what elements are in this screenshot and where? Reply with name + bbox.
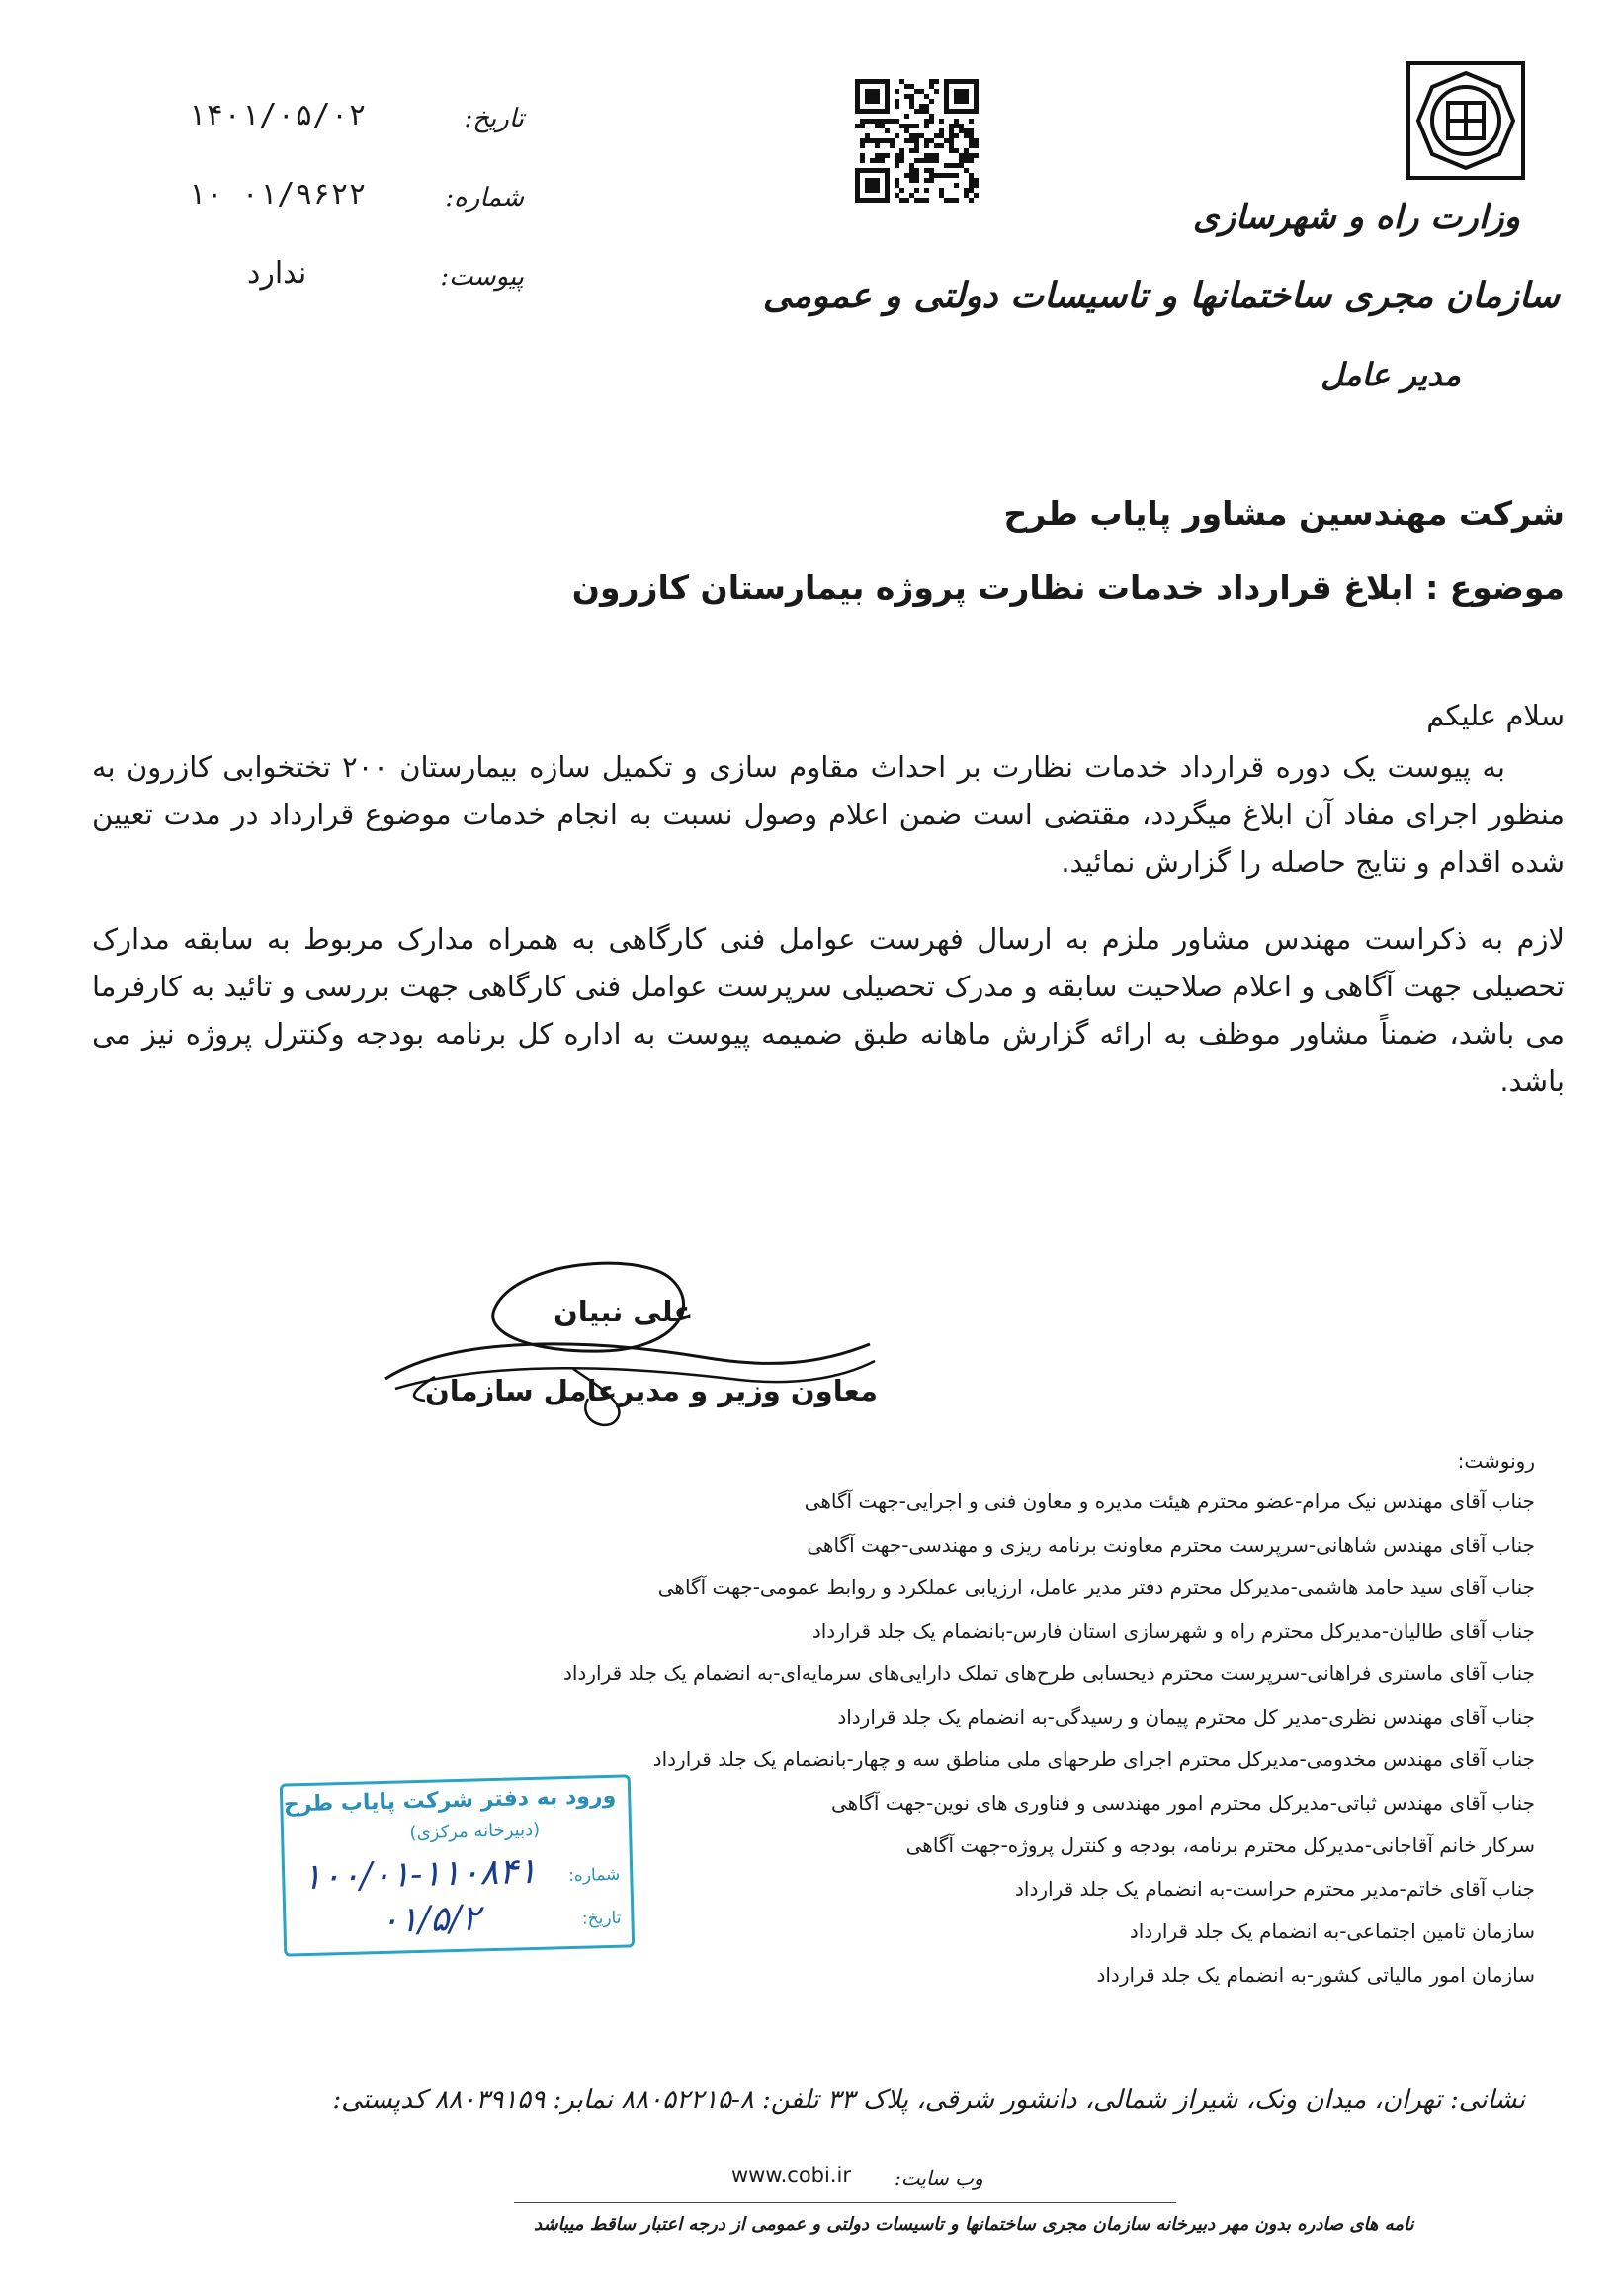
number-row: [148, 173, 524, 252]
office-name: مدیر عامل: [1321, 356, 1461, 393]
letterhead: [762, 198, 1560, 393]
signatory-name: علی نبیان: [554, 1295, 694, 1328]
received-stamp: [280, 1774, 635, 1956]
cc-item: سرکار خانم آقاجانی-مدیرکل محترم برنامه، بودجه و کنترل پروژه-جهت آگاهی: [905, 1833, 1535, 1857]
attachment-row: [148, 252, 524, 331]
greeting: سلام علیکم: [1426, 699, 1565, 732]
cc-item: جناب آقای سید حامد هاشمی-مدیرکل محترم دفتر مدیر عامل، ارزیابی عملکرد و روابط عمومی-جهت آگاهی: [657, 1575, 1535, 1599]
subject: موضوع : ابلاغ قرارداد خدمات نظارت پروژه بیمارستان کازرون: [571, 568, 1565, 607]
stamp-title: ورود به دفتر شرکت پایاب طرح: [283, 1783, 617, 1818]
body-paragraph-1: به پیوست یک دوره قرارداد خدمات نظارت بر احداث مقاوم سازی و تکمیل سازه بیمارستان ۲۰۰ تختخوابی کازرون به منظور اجرای مفاد آن ابلاغ میگردد، مقتضی است ضمن اعلام وصول نسبت به انجام خدمات موضوع قرارداد در مدت تعیین شده اقدام و نتایج حاصله را گزارش نمائید.: [92, 750, 1565, 879]
stamp-date-label: تاریخ:: [581, 1908, 622, 1929]
signatory-title: معاون وزیر و مدیرعامل سازمان: [425, 1374, 878, 1407]
cc-item: جناب آقای مهندس نیک مرام-عضو محترم هیئت مدیره و معاون فنی و اجرایی-جهت آگاهی: [804, 1489, 1535, 1513]
cc-item: جناب آقای مهندس مخدومی-مدیرکل محترم اجرای طرحهای ملی مناطق سه و چهار-بانضمام یک جلد قرارداد: [652, 1747, 1535, 1771]
letter-meta: [148, 94, 524, 331]
cc-item: جناب آقای مهندس نظری-مدیر کل محترم پیمان و رسیدگی-به انضمام یک جلد قرارداد: [837, 1704, 1535, 1729]
footer-address: نشانی: تهران، میدان ونک، شیراز شمالی، دانشور شرقی، پلاک ۳۳ تلفن: ۸-۸۸۰۵۲۲۱۵ نمابر: ۸۸۰۳۹۱۵۹ کدپستی:: [332, 2085, 1525, 2115]
stamp-number-label: شماره:: [567, 1864, 621, 1887]
letter-body: [92, 692, 1565, 1105]
ministry-name: وزارت راه و شهرسازی: [1192, 198, 1520, 237]
body-paragraph-2: لازم به ذکراست مهندس مشاور ملزم به ارسال فهرست عوامل فنی کارگاهی به همراه مدارک مربوط به سابقه مدارک تحصیلی جهت آگاهی و اعلام صلاحیت سابقه و مدرک تحصیلی سرپرست عوامل فنی کارگاهی جهت بررسی و تائید به کارفرما می باشد، ضمناً مشاور موظف به ارائه گزارش ماهانه طبق ضمیمه پیوست به اداره کل برنامه بودجه وکنترل پروژه نیز می باشد.: [92, 922, 1565, 1098]
cc-item: سازمان تامین اجتماعی-به انضمام یک جلد قرارداد: [1129, 1919, 1535, 1943]
cc-label: رونوشت:: [1457, 1449, 1535, 1473]
stamp-subtitle: (دبیرخانه مرکزی): [409, 1819, 541, 1844]
date-row: [148, 94, 524, 173]
stamp-date-value: ۰۱/۵/۲: [379, 1898, 481, 1942]
stamp-number-value: ۱۰۰/۰۱-۱۱۰۸۴۱: [301, 1850, 538, 1899]
recipient: شرکت مهندسین مشاور پایاب طرح: [1003, 494, 1565, 533]
cc-item: جناب آقای مهندس شاهانی-سرپرست محترم معاونت برنامه ریزی و مهندسی-جهت آگاهی: [807, 1532, 1535, 1557]
cc-item: جناب آقای طالیان-مدیرکل محترم راه و شهرسازی استان فارس-بانضمام یک جلد قرارداد: [811, 1618, 1535, 1643]
cc-item: جناب آقای خاتم-مدیر محترم حراست-به انضمام یک جلد قرارداد: [1015, 1876, 1535, 1901]
number-value: ۱۰ ۰۱/۹۶۲۲: [188, 177, 367, 212]
website-label: وب سایت:: [895, 2167, 983, 2190]
footer-divider: [514, 2202, 1176, 2203]
qr-code-icon: [855, 79, 979, 203]
cc-item: جناب آقای مهندس ثباتی-مدیرکل محترم امور مهندسی و فناوری های نوین-جهت آگاهی: [831, 1790, 1535, 1815]
organization-logo-icon: [1406, 61, 1525, 180]
attachment-value: ندارد: [247, 256, 307, 291]
organization-name: سازمان مجری ساختمانها و تاسیسات دولتی و عمومی: [762, 275, 1560, 316]
footer-note: نامه های صادره بدون مهر دبیرخانه سازمان مجری ساختمانها و تاسیسات دولتی و عمومی از درجه اعتبار ساقط میباشد: [534, 2214, 1414, 2235]
date-value: ۱۴۰۱/۰۵/۰۲: [188, 98, 367, 132]
date-label: تاریخ:: [464, 104, 524, 133]
attachment-label: پیوست:: [440, 262, 524, 292]
cc-item: جناب آقای ماستری فراهانی-سرپرست محترم ذیحسابی طرح‌های تملک دارایی‌های سرمایه‌ای-به انضمام یک جلد قرارداد: [562, 1661, 1535, 1685]
website-link[interactable]: www.cobi.ir: [731, 2164, 851, 2187]
number-label: شماره:: [445, 183, 524, 213]
cc-item: سازمان امور مالیاتی کشور-به انضمام یک جلد قرارداد: [1096, 1962, 1535, 1987]
